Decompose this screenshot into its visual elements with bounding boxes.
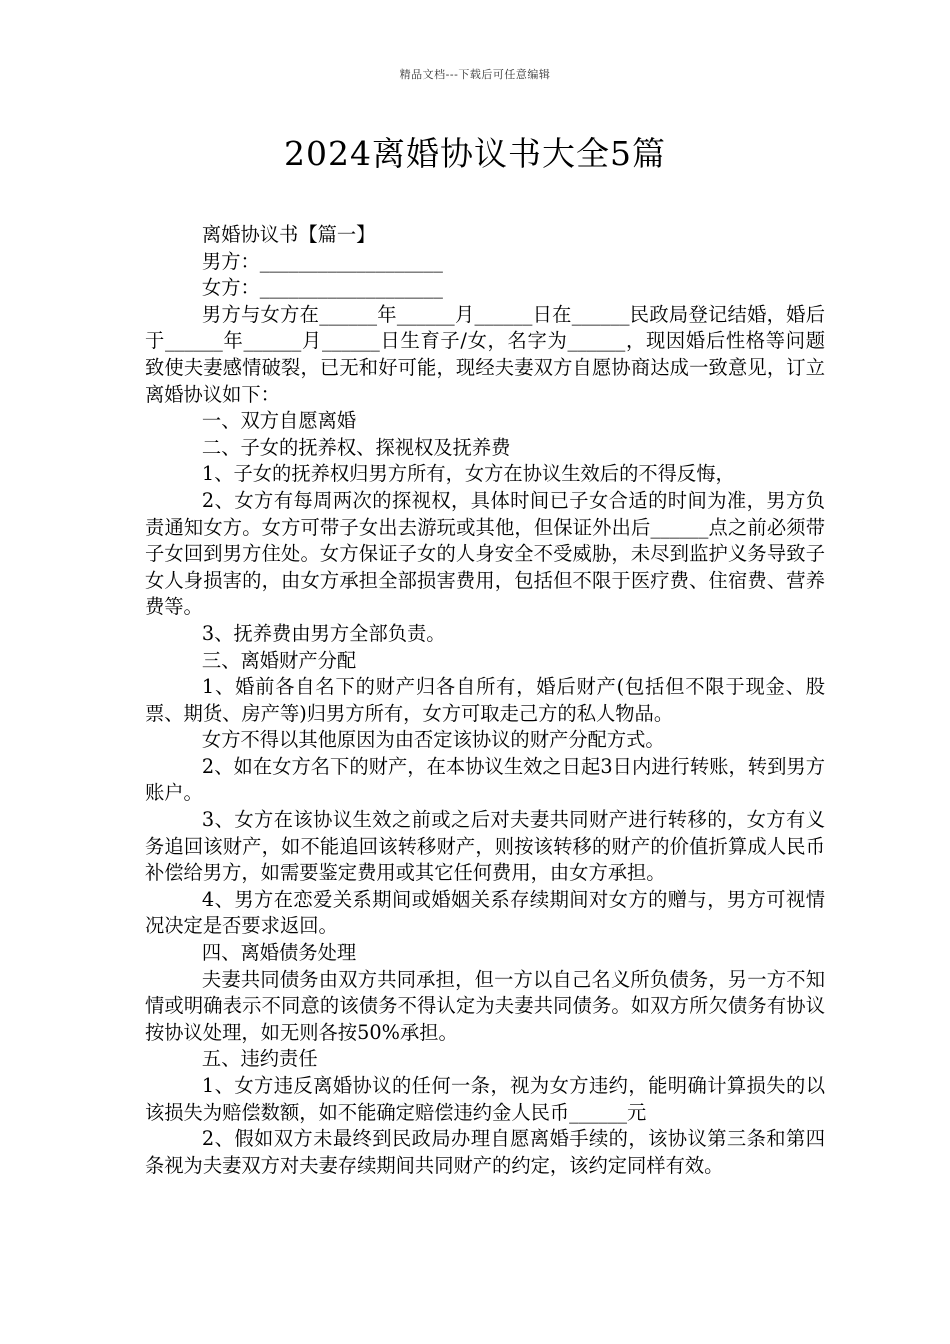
male-party-field: 男方：___________________ xyxy=(201,249,443,273)
clause-heading-1: 一、双方自愿离婚 xyxy=(201,409,357,433)
clause-3-item-3: 3、女方在该协议生效之前或之后对夫妻共同财产进行转移的，女方有义务追回该财产，如不能追回该转移财产，则按该转移的财产的价值折算成人民币补偿给男方，如需要鉴定费用或其它任何费用，由女方承担。 xyxy=(145,808,825,885)
clause-2-item-3: 3、抚养费由男方全部负责。 xyxy=(201,621,446,645)
clause-4-text: 夫妻共同债务由双方共同承担，但一方以自己名义所负债务，另一方不知情或明确表示不同意的该债务不得认定为夫妻共同债务。如双方所欠债务有协议按协议处理，如无则各按50%承担。 xyxy=(145,967,825,1044)
clause-heading-4: 四、离婚债务处理 xyxy=(201,941,357,965)
clause-5-item-2: 2、假如双方未最终到民政局办理自愿离婚手续的，该协议第三条和第四条视为夫妻双方对夫妻存续期间共同财产的约定，该约定同样有效。 xyxy=(145,1127,825,1177)
clause-2-item-1: 1、子女的抚养权归男方所有，女方在协议生效后的不得反悔， xyxy=(201,462,735,486)
preamble-paragraph: 男方与女方在______年______月______日在______民政局登记结婚，婚后于______年______月______日生育子/女，名字为______，现因婚后性格等问题致使夫妻感情破裂，已无和好可能，现经夫妻双方自愿协商达成一致意见，订立离婚协议如下： xyxy=(145,302,825,406)
female-party-field: 女方：___________________ xyxy=(201,276,443,300)
clause-heading-2: 二、子女的抚养权、探视权及抚养费 xyxy=(201,435,511,459)
clause-5-item-1: 1、女方违反离婚协议的任何一条，视为女方违约，能明确计算损失的以该损失为赔偿数额，如不能确定赔偿违约金人民币______元 xyxy=(145,1074,825,1124)
header-note: 精品文档---下载后可任意编辑 xyxy=(399,68,551,81)
section-heading-part-one: 离婚协议书【篇一】 xyxy=(201,223,376,246)
clause-heading-5: 五、违约责任 xyxy=(201,1047,318,1071)
clause-2-item-2: 2、女方有每周两次的探视权，具体时间已子女合适的时间为准，男方负责通知女方。女方可带子女出去游玩或其他，但保证外出后______点之前必须带子女回到男方住处。女方保证子女的人身安全不受威胁，未尽到监护义务导致子女人身损害的，由女方承担全部损害费用，包括但不限于医疗费、住宿费、营养费等。 xyxy=(145,488,825,619)
clause-3-item-1: 1、婚前各自名下的财产归各自所有，婚后财产(包括但不限于现金、股票、期货、房产等)归男方所有，女方可取走己方的私人物品。 xyxy=(145,675,825,725)
clause-3-note: 女方不得以其他原因为由否定该协议的财产分配方式。 xyxy=(201,728,665,752)
document-body xyxy=(145,222,825,1179)
clause-3-item-2: 2、如在女方名下的财产，在本协议生效之日起3日内进行转账，转到男方账户。 xyxy=(145,754,825,805)
document-title: 2024离婚协议书大全5篇 xyxy=(284,134,666,173)
clause-heading-3: 三、离婚财产分配 xyxy=(201,648,357,672)
clause-3-item-4: 4、男方在恋爱关系期间或婚姻关系存续期间对女方的赠与，男方可视情况决定是否要求返回。 xyxy=(145,887,825,938)
